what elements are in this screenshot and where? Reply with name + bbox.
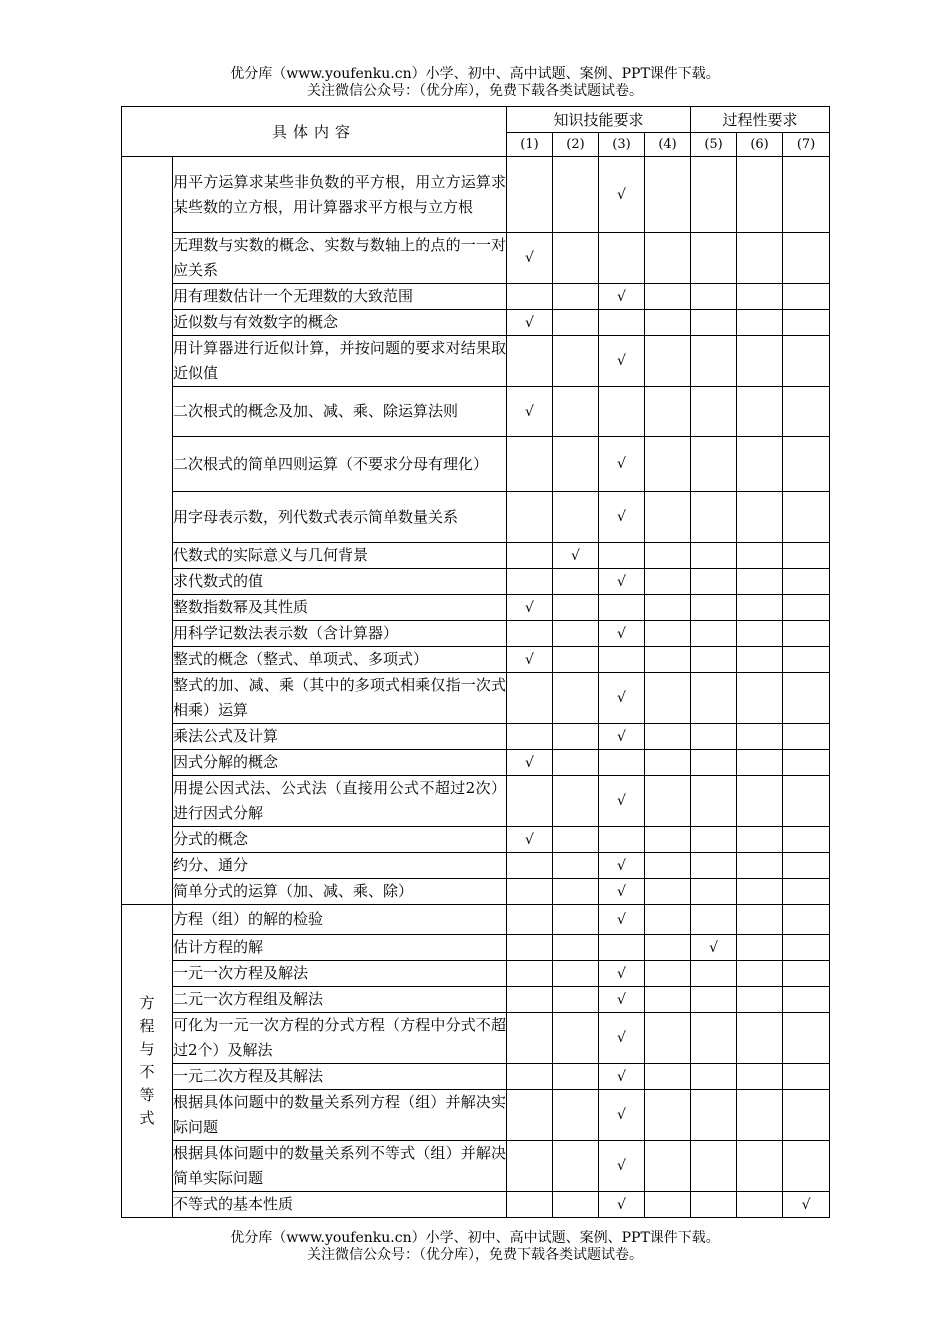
- knowledge-skill-header: 知识技能要求: [507, 107, 691, 133]
- content-item: 无理数与实数的概念、实数与数轴上的点的一一对应关系: [173, 233, 507, 284]
- check-mark: √: [599, 853, 645, 879]
- table-row: [122, 647, 830, 673]
- check-mark: √: [599, 961, 645, 987]
- empty-cell: [737, 1141, 783, 1192]
- empty-cell: [737, 647, 783, 673]
- empty-cell: [691, 310, 737, 336]
- table-row: [122, 1013, 830, 1064]
- empty-cell: [507, 569, 553, 595]
- empty-cell: [507, 724, 553, 750]
- table-row: [122, 905, 830, 935]
- column-number: (3): [599, 133, 645, 157]
- content-item: 近似数与有效数字的概念: [173, 310, 507, 336]
- empty-cell: [783, 647, 830, 673]
- empty-cell: [737, 935, 783, 961]
- empty-cell: [599, 935, 645, 961]
- empty-cell: [691, 233, 737, 284]
- empty-cell: [783, 1090, 830, 1141]
- column-number: (1): [507, 133, 553, 157]
- empty-cell: [599, 310, 645, 336]
- empty-cell: [645, 310, 691, 336]
- table-row: [122, 673, 830, 724]
- content-item: 整数指数幂及其性质: [173, 595, 507, 621]
- empty-cell: [691, 387, 737, 437]
- empty-cell: [553, 233, 599, 284]
- empty-cell: [507, 336, 553, 387]
- content-item: 简单分式的运算（加、减、乘、除）: [173, 879, 507, 905]
- empty-cell: [691, 853, 737, 879]
- content-item: 用提公因式法、公式法（直接用公式不超过2次）进行因式分解: [173, 776, 507, 827]
- empty-cell: [691, 543, 737, 569]
- empty-cell: [691, 595, 737, 621]
- check-mark: √: [553, 543, 599, 569]
- empty-cell: [783, 724, 830, 750]
- empty-cell: [553, 724, 599, 750]
- check-mark: √: [507, 310, 553, 336]
- empty-cell: [645, 1192, 691, 1218]
- empty-cell: [691, 879, 737, 905]
- empty-cell: [783, 310, 830, 336]
- table-row: [122, 157, 830, 233]
- empty-cell: [507, 987, 553, 1013]
- empty-cell: [553, 827, 599, 853]
- empty-cell: [737, 776, 783, 827]
- empty-cell: [691, 569, 737, 595]
- empty-cell: [553, 157, 599, 233]
- table-row: [122, 750, 830, 776]
- empty-cell: [737, 673, 783, 724]
- check-mark: √: [599, 879, 645, 905]
- empty-cell: [691, 776, 737, 827]
- content-item: 一元一次方程及解法: [173, 961, 507, 987]
- empty-cell: [783, 595, 830, 621]
- empty-cell: [783, 336, 830, 387]
- empty-cell: [691, 827, 737, 853]
- empty-cell: [507, 673, 553, 724]
- table-row: [122, 595, 830, 621]
- empty-cell: [737, 1090, 783, 1141]
- table-row: [122, 336, 830, 387]
- empty-cell: [645, 543, 691, 569]
- table-body: [122, 157, 830, 1218]
- empty-cell: [737, 233, 783, 284]
- empty-cell: [691, 647, 737, 673]
- empty-cell: [645, 776, 691, 827]
- empty-cell: [553, 1141, 599, 1192]
- empty-cell: [645, 935, 691, 961]
- empty-cell: [645, 437, 691, 492]
- empty-cell: [507, 935, 553, 961]
- empty-cell: [599, 827, 645, 853]
- column-number: (6): [737, 133, 783, 157]
- empty-cell: [507, 879, 553, 905]
- check-mark: √: [599, 569, 645, 595]
- table-row: [122, 284, 830, 310]
- category-cell: [122, 905, 173, 1218]
- empty-cell: [691, 673, 737, 724]
- content-item: 根据具体问题中的数量关系列不等式（组）并解决简单实际问题: [173, 1141, 507, 1192]
- table-row: [122, 827, 830, 853]
- empty-cell: [553, 935, 599, 961]
- empty-cell: [691, 1090, 737, 1141]
- empty-cell: [645, 853, 691, 879]
- empty-cell: [691, 1192, 737, 1218]
- content-item: 根据具体问题中的数量关系列方程（组）并解决实际问题: [173, 1090, 507, 1141]
- empty-cell: [645, 905, 691, 935]
- check-mark: √: [599, 336, 645, 387]
- check-mark: √: [599, 905, 645, 935]
- empty-cell: [553, 905, 599, 935]
- empty-cell: [645, 387, 691, 437]
- check-mark: √: [599, 987, 645, 1013]
- empty-cell: [737, 961, 783, 987]
- content-item: 二次根式的概念及加、减、乘、除运算法则: [173, 387, 507, 437]
- content-header: 具体内容: [122, 107, 507, 157]
- empty-cell: [553, 1064, 599, 1090]
- content-item: 因式分解的概念: [173, 750, 507, 776]
- content-item: 整式的加、减、乘（其中的多项式相乘仅指一次式相乘）运算: [173, 673, 507, 724]
- check-mark: √: [507, 647, 553, 673]
- empty-cell: [645, 233, 691, 284]
- requirements-table: [121, 106, 830, 1218]
- empty-cell: [783, 543, 830, 569]
- empty-cell: [599, 595, 645, 621]
- empty-cell: [507, 1013, 553, 1064]
- empty-cell: [737, 879, 783, 905]
- check-mark: √: [507, 233, 553, 284]
- empty-cell: [783, 879, 830, 905]
- empty-cell: [553, 776, 599, 827]
- empty-cell: [507, 543, 553, 569]
- empty-cell: [737, 336, 783, 387]
- empty-cell: [507, 1064, 553, 1090]
- empty-cell: [507, 961, 553, 987]
- empty-cell: [737, 750, 783, 776]
- empty-cell: [783, 387, 830, 437]
- empty-cell: [599, 387, 645, 437]
- empty-cell: [783, 905, 830, 935]
- empty-cell: [507, 853, 553, 879]
- content-item: 用科学记数法表示数（含计算器）: [173, 621, 507, 647]
- content-item: 可化为一元一次方程的分式方程（方程中分式不超过2个）及解法: [173, 1013, 507, 1064]
- table-row: [122, 987, 830, 1013]
- empty-cell: [645, 673, 691, 724]
- empty-cell: [645, 1141, 691, 1192]
- empty-cell: [737, 157, 783, 233]
- empty-cell: [553, 310, 599, 336]
- empty-cell: [645, 724, 691, 750]
- empty-cell: [737, 387, 783, 437]
- empty-cell: [553, 673, 599, 724]
- check-mark: √: [599, 1192, 645, 1218]
- empty-cell: [645, 879, 691, 905]
- empty-cell: [783, 1141, 830, 1192]
- empty-cell: [783, 284, 830, 310]
- empty-cell: [645, 284, 691, 310]
- empty-cell: [645, 1013, 691, 1064]
- empty-cell: [783, 1013, 830, 1064]
- empty-cell: [507, 1192, 553, 1218]
- empty-cell: [645, 750, 691, 776]
- empty-cell: [599, 647, 645, 673]
- category-cell: [122, 157, 173, 905]
- empty-cell: [507, 157, 553, 233]
- content-item: 一元二次方程及其解法: [173, 1064, 507, 1090]
- empty-cell: [645, 987, 691, 1013]
- empty-cell: [691, 961, 737, 987]
- empty-cell: [599, 233, 645, 284]
- empty-cell: [737, 724, 783, 750]
- empty-cell: [783, 935, 830, 961]
- footer-line-2: 关注微信公众号：（优分库），免费下载各类试题试卷。: [307, 1247, 643, 1263]
- table-row: [122, 935, 830, 961]
- check-mark: √: [599, 284, 645, 310]
- check-mark: √: [599, 157, 645, 233]
- empty-cell: [553, 853, 599, 879]
- content-item: 分式的概念: [173, 827, 507, 853]
- table-row: [122, 1064, 830, 1090]
- empty-cell: [507, 905, 553, 935]
- page-footer: [0, 1230, 950, 1264]
- empty-cell: [599, 543, 645, 569]
- empty-cell: [645, 157, 691, 233]
- empty-cell: [553, 387, 599, 437]
- content-item: 求代数式的值: [173, 569, 507, 595]
- check-mark: √: [599, 1090, 645, 1141]
- empty-cell: [691, 750, 737, 776]
- empty-cell: [645, 569, 691, 595]
- empty-cell: [783, 827, 830, 853]
- empty-cell: [553, 284, 599, 310]
- empty-cell: [783, 1064, 830, 1090]
- table-row: [122, 543, 830, 569]
- content-item: 估计方程的解: [173, 935, 507, 961]
- empty-cell: [737, 853, 783, 879]
- check-mark: √: [599, 673, 645, 724]
- empty-cell: [645, 827, 691, 853]
- empty-cell: [507, 776, 553, 827]
- check-mark: √: [599, 724, 645, 750]
- empty-cell: [783, 157, 830, 233]
- column-number: (4): [645, 133, 691, 157]
- empty-cell: [783, 961, 830, 987]
- empty-cell: [553, 647, 599, 673]
- check-mark: √: [507, 387, 553, 437]
- table-row: [122, 879, 830, 905]
- table-row: [122, 961, 830, 987]
- empty-cell: [599, 750, 645, 776]
- table-row: [122, 233, 830, 284]
- content-item: 乘法公式及计算: [173, 724, 507, 750]
- table-row: [122, 1090, 830, 1141]
- empty-cell: [553, 750, 599, 776]
- empty-cell: [737, 1013, 783, 1064]
- empty-cell: [737, 905, 783, 935]
- empty-cell: [553, 961, 599, 987]
- check-mark: √: [507, 827, 553, 853]
- check-mark: √: [783, 1192, 830, 1218]
- empty-cell: [737, 1192, 783, 1218]
- table-row: [122, 387, 830, 437]
- empty-cell: [645, 1064, 691, 1090]
- content-item: 用平方运算求某些非负数的平方根，用立方运算求某些数的立方根，用计算器求平方根与立方根: [173, 157, 507, 233]
- empty-cell: [783, 987, 830, 1013]
- table-row: [122, 853, 830, 879]
- table-row: [122, 437, 830, 492]
- empty-cell: [691, 284, 737, 310]
- page-header: [0, 66, 950, 100]
- content-item: 方程（组）的解的检验: [173, 905, 507, 935]
- empty-cell: [645, 492, 691, 543]
- empty-cell: [783, 673, 830, 724]
- column-number: (5): [691, 133, 737, 157]
- table-row: [122, 492, 830, 543]
- check-mark: √: [599, 776, 645, 827]
- empty-cell: [645, 595, 691, 621]
- content-item: 用字母表示数，列代数式表示简单数量关系: [173, 492, 507, 543]
- empty-cell: [737, 543, 783, 569]
- empty-cell: [783, 750, 830, 776]
- check-mark: √: [599, 621, 645, 647]
- empty-cell: [737, 595, 783, 621]
- content-item: 约分、通分: [173, 853, 507, 879]
- empty-cell: [691, 1141, 737, 1192]
- table-row: [122, 310, 830, 336]
- empty-cell: [691, 157, 737, 233]
- empty-cell: [507, 621, 553, 647]
- column-number: (2): [553, 133, 599, 157]
- empty-cell: [553, 437, 599, 492]
- empty-cell: [783, 569, 830, 595]
- empty-cell: [553, 1090, 599, 1141]
- empty-cell: [507, 437, 553, 492]
- empty-cell: [737, 827, 783, 853]
- check-mark: √: [691, 935, 737, 961]
- empty-cell: [553, 595, 599, 621]
- empty-cell: [507, 284, 553, 310]
- header-line-1: 优分库（www.youfenku.cn）小学、初中、高中试题、案例、PPT课件下载。: [230, 66, 720, 82]
- check-mark: √: [507, 750, 553, 776]
- empty-cell: [553, 1013, 599, 1064]
- empty-cell: [553, 1192, 599, 1218]
- empty-cell: [737, 492, 783, 543]
- empty-cell: [737, 987, 783, 1013]
- empty-cell: [645, 336, 691, 387]
- check-mark: √: [507, 595, 553, 621]
- empty-cell: [691, 437, 737, 492]
- empty-cell: [645, 621, 691, 647]
- category-label: 方程与不等式: [139, 994, 155, 1127]
- empty-cell: [553, 336, 599, 387]
- empty-cell: [691, 987, 737, 1013]
- content-item: 二元一次方程组及解法: [173, 987, 507, 1013]
- empty-cell: [645, 1090, 691, 1141]
- empty-cell: [553, 492, 599, 543]
- empty-cell: [691, 621, 737, 647]
- empty-cell: [783, 233, 830, 284]
- table-row: [122, 1192, 830, 1218]
- empty-cell: [783, 492, 830, 543]
- empty-cell: [691, 724, 737, 750]
- empty-cell: [507, 1141, 553, 1192]
- empty-cell: [783, 776, 830, 827]
- empty-cell: [783, 621, 830, 647]
- empty-cell: [737, 1064, 783, 1090]
- empty-cell: [553, 987, 599, 1013]
- content-item: 不等式的基本性质: [173, 1192, 507, 1218]
- content-item: 二次根式的简单四则运算（不要求分母有理化）: [173, 437, 507, 492]
- content-item: 用有理数估计一个无理数的大致范围: [173, 284, 507, 310]
- empty-cell: [737, 569, 783, 595]
- empty-cell: [737, 437, 783, 492]
- empty-cell: [691, 905, 737, 935]
- empty-cell: [691, 1013, 737, 1064]
- empty-cell: [507, 1090, 553, 1141]
- content-item: 用计算器进行近似计算，并按问题的要求对结果取近似值: [173, 336, 507, 387]
- footer-line-1: 优分库（www.youfenku.cn）小学、初中、高中试题、案例、PPT课件下载。: [230, 1230, 720, 1246]
- content-item: 代数式的实际意义与几何背景: [173, 543, 507, 569]
- header-line-2: 关注微信公众号：（优分库），免费下载各类试题试卷。: [307, 83, 643, 99]
- table-row: [122, 724, 830, 750]
- empty-cell: [691, 492, 737, 543]
- empty-cell: [645, 647, 691, 673]
- empty-cell: [553, 621, 599, 647]
- empty-cell: [691, 336, 737, 387]
- table-row: [122, 776, 830, 827]
- content-item: 整式的概念（整式、单项式、多项式）: [173, 647, 507, 673]
- table-row: [122, 569, 830, 595]
- empty-cell: [737, 284, 783, 310]
- empty-cell: [553, 879, 599, 905]
- empty-cell: [645, 961, 691, 987]
- empty-cell: [737, 621, 783, 647]
- empty-cell: [553, 569, 599, 595]
- empty-cell: [783, 437, 830, 492]
- empty-cell: [507, 492, 553, 543]
- table-row: [122, 621, 830, 647]
- check-mark: √: [599, 1013, 645, 1064]
- check-mark: √: [599, 1141, 645, 1192]
- check-mark: √: [599, 1064, 645, 1090]
- empty-cell: [691, 1064, 737, 1090]
- check-mark: √: [599, 492, 645, 543]
- column-number: (7): [783, 133, 830, 157]
- empty-cell: [737, 310, 783, 336]
- empty-cell: [783, 853, 830, 879]
- table-row: [122, 1141, 830, 1192]
- check-mark: √: [599, 437, 645, 492]
- process-header: 过程性要求: [691, 107, 830, 133]
